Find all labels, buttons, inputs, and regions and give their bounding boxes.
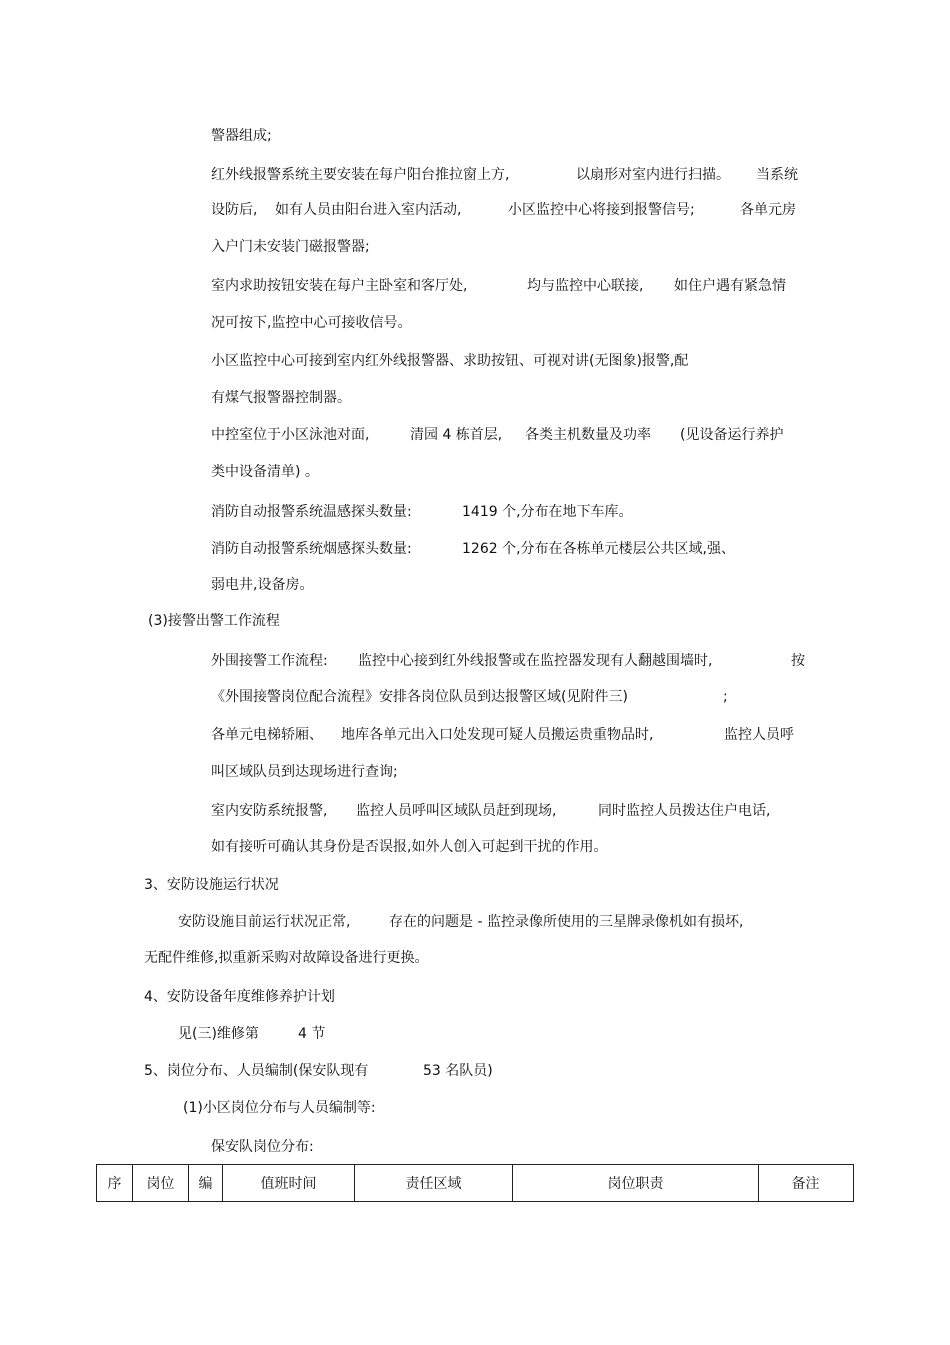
text-segment: 清园 4 栋首层, [410, 427, 503, 443]
text-segment: 室内求助按钮安装在每户主卧室和客厅处, [211, 278, 468, 294]
text-line [0, 502, 950, 522]
text-segment: 消防自动报警系统温感探头数量: [211, 504, 412, 520]
text-segment: 消防自动报警系统烟感探头数量: [211, 541, 412, 557]
text-line [0, 837, 950, 857]
table-header-remarks: 备注 [791, 1176, 820, 1192]
text-segment: (见设备运行养护 [680, 427, 784, 443]
text-line [0, 801, 950, 821]
text-line [0, 165, 950, 185]
text-line [0, 1024, 950, 1044]
text-segment: 中控室位于小区泳池对面, [211, 427, 370, 443]
text-segment: 安防设施目前运行状况正常, [178, 914, 351, 930]
text-segment: 无配件维修,拟重新采购对故障设备进行更换。 [144, 950, 429, 966]
text-line [0, 425, 950, 445]
text-line [0, 875, 950, 895]
text-line [0, 912, 950, 932]
table-header-post: 岗位 [133, 1165, 189, 1201]
text-segment: 当系统 [756, 167, 798, 183]
text-segment: (3)接警出警工作流程 [148, 613, 280, 629]
text-segment: 1419 个,分布在地下车库。 [462, 504, 633, 520]
text-segment: 见(三)维修第 [178, 1026, 259, 1042]
table-header-duty-time: 值班时间 [223, 1165, 355, 1201]
text-segment: 况可按下,监控中心可接收信号。 [211, 315, 412, 331]
text-segment: 设防后, [211, 202, 258, 218]
text-segment: 弱电井,设备房。 [211, 577, 314, 593]
text-segment: 1262 个,分布在各栋单元楼层公共区域,强、 [462, 541, 735, 557]
text-segment: 均与监控中心联接, [527, 278, 644, 294]
text-segment: 53 名队员) [423, 1063, 493, 1079]
text-line [0, 1061, 950, 1081]
text-line [0, 687, 950, 707]
text-line [0, 725, 950, 745]
text-line [0, 948, 950, 968]
text-line [0, 762, 950, 782]
text-line [0, 200, 950, 220]
text-line [0, 313, 950, 333]
text-line [0, 462, 950, 482]
text-segment: ; [723, 689, 728, 705]
text-segment: 3、安防设施运行状况 [144, 877, 279, 893]
text-line [0, 276, 950, 296]
text-line [0, 611, 950, 631]
text-line [0, 237, 950, 257]
text-segment: 类中设备清单) 。 [211, 464, 319, 480]
text-segment: 同时监控人员拨达住户电话, [598, 803, 771, 819]
table-header-area: 责任区域 [355, 1165, 513, 1201]
text-segment: 警器组成; [211, 128, 272, 144]
post-distribution-table [96, 1164, 854, 1202]
text-segment: 室内安防系统报警, [211, 803, 328, 819]
text-line [0, 126, 950, 146]
text-segment: 保安队岗位分布: [211, 1139, 314, 1155]
text-line [0, 388, 950, 408]
text-segment: 有煤气报警器控制器。 [211, 390, 351, 406]
text-segment: 监控中心接到红外线报警或在监控器发现有人翻越围墙时, [358, 653, 713, 669]
text-segment: 按 [791, 653, 805, 669]
text-line [0, 651, 950, 671]
text-segment: 地库各单元出入口处发现可疑人员搬运贵重物品时, [341, 727, 654, 743]
table-header-code: 编 [189, 1165, 223, 1201]
text-segment: 叫区域队员到达现场进行查询; [211, 764, 398, 780]
text-segment: 如有接听可确认其身份是否误报,如外人创入可起到干扰的作用。 [211, 839, 608, 855]
table-header-seq: 序 [97, 1165, 133, 1201]
text-segment: 以扇形对室内进行扫描。 [576, 167, 730, 183]
text-segment: 5、岗位分布、人员编制(保安队现有 [144, 1063, 369, 1079]
text-segment: 入户门未安装门磁报警器; [211, 239, 370, 255]
table-header-responsibility: 岗位职责 [513, 1165, 759, 1201]
text-segment: 监控人员呼叫区域队员赶到现场, [356, 803, 557, 819]
text-segment: 外围接警工作流程: [211, 653, 328, 669]
text-line [0, 1098, 950, 1118]
text-segment: 各类主机数量及功率 [525, 427, 651, 443]
text-segment: 红外线报警系统主要安装在每户阳台推拉窗上方, [211, 167, 510, 183]
text-segment: 4 节 [298, 1026, 326, 1042]
text-segment: 各单元房 [740, 202, 796, 218]
text-line [0, 1137, 950, 1157]
text-line [0, 351, 950, 371]
text-segment: 各单元电梯轿厢、 [211, 727, 323, 743]
text-segment: 如有人员由阳台进入室内活动, [275, 202, 462, 218]
text-line [0, 987, 950, 1007]
text-segment: 监控人员呼 [724, 727, 794, 743]
text-line [0, 575, 950, 595]
text-segment: (1)小区岗位分布与人员编制等: [183, 1100, 376, 1116]
text-segment: 小区监控中心可接到室内红外线报警器、求助按钮、可视对讲(无图象)报警,配 [211, 353, 689, 369]
text-segment: 4、安防设备年度维修养护计划 [144, 989, 335, 1005]
text-segment: 小区监控中心将接到报警信号; [508, 202, 695, 218]
text-line [0, 539, 950, 559]
text-segment: 《外围接警岗位配合流程》安排各岗位队员到达报警区域(见附件三) [211, 689, 628, 705]
text-segment: 如住户遇有紧急情 [674, 278, 786, 294]
text-segment: 存在的问题是 - 监控录像所使用的三星牌录像机如有损坏, [389, 914, 744, 930]
